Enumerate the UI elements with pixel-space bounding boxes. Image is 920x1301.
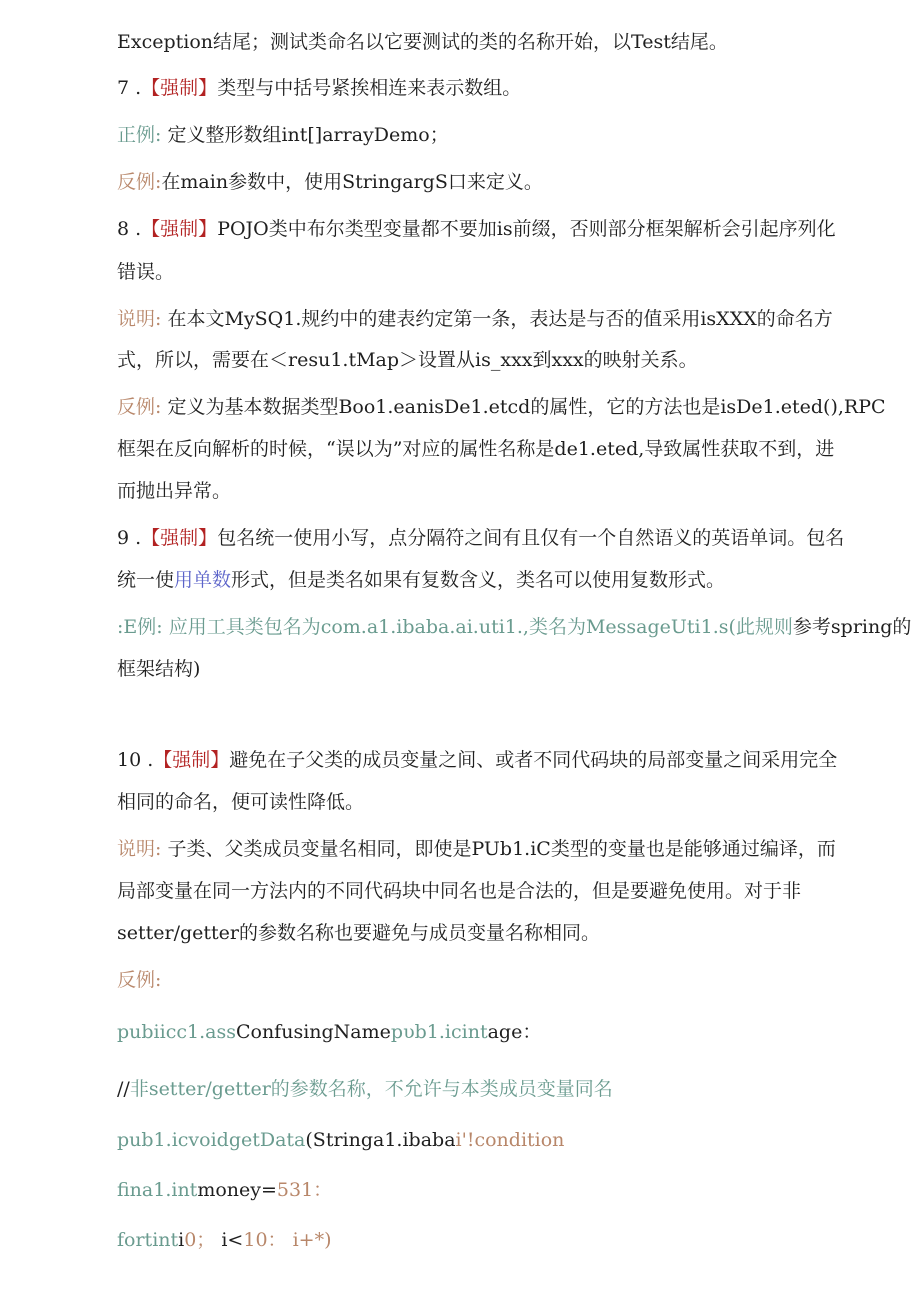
text-line: 统一使用单数形式，但是类名如果有复数含义，类名可以使用复数形式。 bbox=[117, 569, 726, 591]
mandatory-tag: 【强制】 bbox=[141, 218, 218, 240]
rule-10-heading: 10 .【强制】避免在子父类的成员变量之间、或者不同代码块的局部变量之间采用完全 bbox=[117, 749, 838, 771]
text-line: 框架结构) bbox=[117, 658, 201, 680]
note-label: 说明: bbox=[117, 838, 162, 860]
code-line: pubiicc1.assConfusingNamepυb1.icintage： bbox=[117, 1021, 542, 1043]
example-label: 正例: bbox=[117, 124, 162, 146]
example-label: 反例: bbox=[117, 171, 162, 193]
text-line: setter/getter的参数名称也要避免与成员变量名称相同。 bbox=[117, 922, 600, 944]
text-line: Exception结尾；测试类命名以它要测试的类的名称开始，以Test结尾。 bbox=[117, 31, 728, 53]
rule-10-negative-label bbox=[117, 971, 161, 990]
rule-8-note: 说明: 在本文MySQ1.规约中的建表约定第一条，表达是与否的值采用isXXX的命名方 bbox=[117, 308, 833, 330]
rule-8-negative-example: 反例: 定义为基本数据类型Boo1.eanisDe1.etcd的属性，它的方法也是isDe1.eted(),RPC bbox=[117, 396, 886, 418]
note-label: 说明: bbox=[117, 308, 162, 330]
code-line: fortinti0； i<10： i+*) bbox=[117, 1229, 332, 1251]
rule-7-positive-example: 正例: 定义整形数组int[]arrayDemo； bbox=[117, 124, 449, 146]
mandatory-tag: 【强制】 bbox=[153, 749, 230, 771]
text-line: 局部变量在同一方法内的不同代码块中同名也是合法的，但是要避免使用。对于非 bbox=[117, 880, 802, 902]
code-line: pub1.icvoidgetData(Stringa1.ibabai'!condition bbox=[117, 1129, 565, 1151]
rule-7-heading: 7 .【强制】类型与中括号紧挨相连来表示数组。 bbox=[117, 77, 522, 99]
text-line: 而抛出异常。 bbox=[117, 480, 232, 502]
example-label: 反例: bbox=[117, 969, 162, 991]
rule-9-positive-example: :E例: 应用工具类包名为com.a1.ibaba.ai.uti1.,类名为MessageUti1.s(此规则参考spring的 bbox=[117, 616, 912, 638]
text-line: 框架在反向解析的时候，“误以为”对应的属性名称是de1.eted,导致属性获取不到，进 bbox=[117, 438, 835, 460]
mandatory-tag: 【强制】 bbox=[141, 77, 218, 99]
rule-9-heading: 9 .【强制】包名统一使用小写，点分隔符之间有且仅有一个自然语义的英语单词。包名 bbox=[117, 527, 845, 549]
example-label: 反例: bbox=[117, 396, 162, 418]
highlight-text: 用单数 bbox=[174, 569, 232, 591]
text-line: 相同的命名，便可读性降低。 bbox=[117, 791, 365, 813]
text-line: 式，所以，需要在＜resu1.tMap＞设置从is_xxx到xxx的映射关系。 bbox=[117, 349, 698, 371]
code-line: fina1.intmoney=531： bbox=[117, 1179, 333, 1201]
rule-10-note: 说明: 子类、父类成员变量名相同，即使是PUb1.iC类型的变量也是能够通过编译，而 bbox=[117, 838, 836, 860]
rule-8-heading: 8 .【强制】POJO类中布尔类型变量都不要加is前缀，否则部分框架解析会引起序列化 bbox=[117, 218, 836, 240]
code-comment-line: //非setter/getter的参数名称，不允许与本类成员变量同名 bbox=[117, 1078, 613, 1100]
mandatory-tag: 【强制】 bbox=[141, 527, 218, 549]
text-line: 错误。 bbox=[117, 261, 175, 283]
rule-7-negative-example: 反例:在main参数中，使用StringargS口来定义。 bbox=[117, 171, 543, 193]
